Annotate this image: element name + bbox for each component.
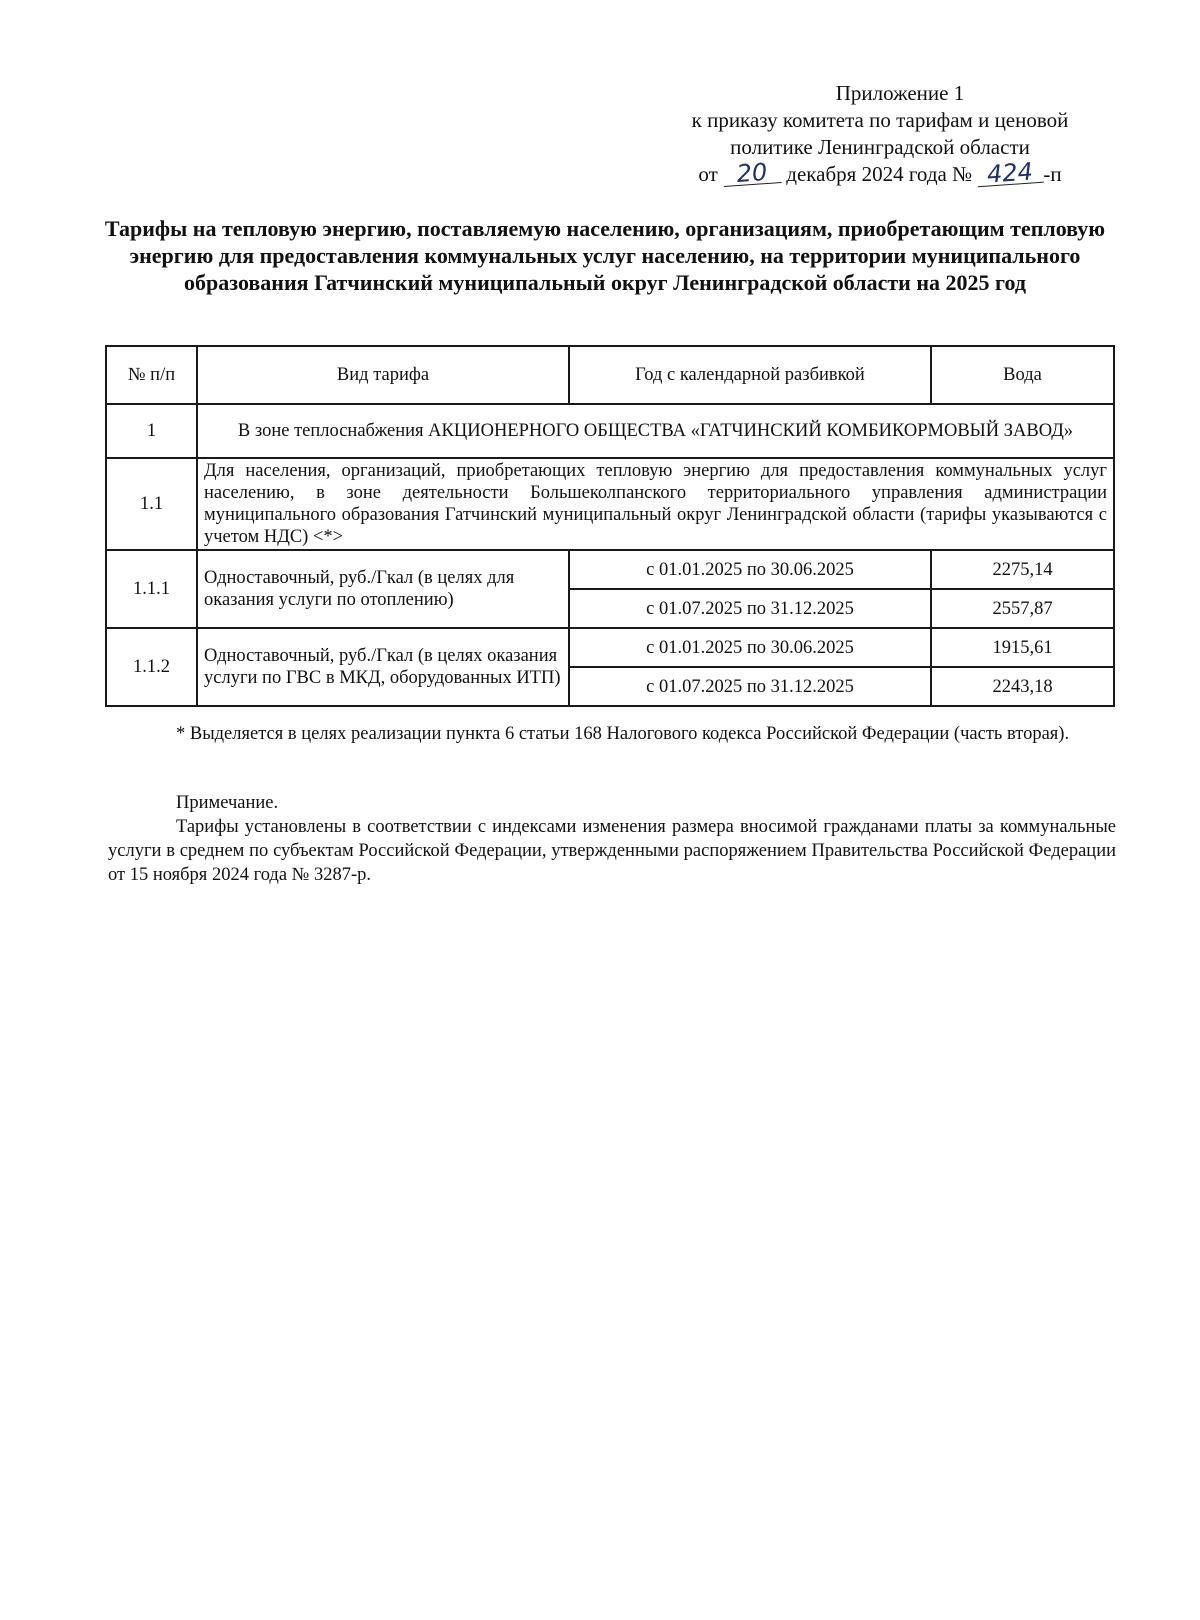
table-row-zone xyxy=(106,404,1114,458)
note-heading: Примечание. xyxy=(176,793,279,813)
rate-kind: Одноставочный, руб./Гкал (в целях оказания услуги по ГВС в МКД, оборудованных ИТП) xyxy=(197,628,569,706)
appendix-title: Приложение 1 xyxy=(835,81,965,105)
zone-text: В зоне теплоснабжения АКЦИОНЕРНОГО ОБЩЕСТВА «ГАТЧИНСКИЙ КОМБИКОРМОВЫЙ ЗАВОД» xyxy=(197,404,1114,458)
table-row-group xyxy=(106,458,1114,550)
appendix-committee: политике Ленинградской области xyxy=(730,135,1030,159)
tariff-table xyxy=(105,345,1115,707)
rate-value: 2557,87 xyxy=(931,589,1114,628)
rate-num: 1.1.1 xyxy=(106,550,197,628)
handwritten-order-number: 424 xyxy=(977,160,1044,188)
zone-num: 1 xyxy=(106,404,197,458)
footnote: * Выделяется в целях реализации пункта 6 статьи 168 Налогового кодекса Российской Федерации (часть вторая). xyxy=(176,724,1070,744)
table-row xyxy=(106,550,1114,589)
rate-value: 1915,61 xyxy=(931,628,1114,667)
appendix-date-line xyxy=(698,157,1062,189)
rate-period: с 01.07.2025 по 31.12.2025 xyxy=(569,667,931,706)
rate-period: с 01.07.2025 по 31.12.2025 xyxy=(569,589,931,628)
rate-kind: Одноставочный, руб./Гкал (в целях для оказания услуги по отоплению) xyxy=(197,550,569,628)
rate-value: 2243,18 xyxy=(931,667,1114,706)
header-kind: Вид тарифа xyxy=(197,346,569,404)
table-row xyxy=(106,628,1114,667)
header-period: Год с календарной разбивкой xyxy=(569,346,931,404)
order-suffix: -п xyxy=(1043,162,1062,186)
rate-value: 2275,14 xyxy=(931,550,1114,589)
document-title: Тарифы на тепловую энергию, поставляемую населению, организациям, приобретающим тепловую энергию для предоставления коммунальных услуг населению, на территории муниципального образования Гатчинский муниципальный округ Ленинградской области на 2025 год xyxy=(104,216,1106,295)
header-num: № п/п xyxy=(106,346,197,404)
date-prefix: от xyxy=(698,162,718,186)
rate-period: с 01.01.2025 по 30.06.2025 xyxy=(569,550,931,589)
group-num: 1.1 xyxy=(106,458,197,550)
header-value: Вода xyxy=(931,346,1114,404)
rate-period: с 01.01.2025 по 30.06.2025 xyxy=(569,628,931,667)
appendix-order-ref: к приказу комитета по тарифам и ценовой xyxy=(691,108,1069,132)
group-text: Для населения, организаций, приобретающих тепловую энергию для предоставления коммунальных услуг населению, в зоне деятельности Большеколпанского территориального управления администрации муниципального образования Гатчинский муниципальный округ Ленинградской области (тарифы указываются с учетом НДС) <*> xyxy=(197,458,1114,550)
table-header-row xyxy=(106,346,1114,404)
appendix-header xyxy=(640,80,1120,188)
handwritten-day: 20 xyxy=(722,160,781,187)
rate-num: 1.1.2 xyxy=(106,628,197,706)
date-mid: декабря 2024 года № xyxy=(786,162,973,186)
note-text: Тарифы установлены в соответствии с индексами изменения размера вносимой гражданами платы за коммунальные услуги в среднем по субъектам Российской Федерации, утвержденными распоряжением Правительства Российской Федерации от 15 ноября 2024 года № 3287-р. xyxy=(108,817,1116,885)
